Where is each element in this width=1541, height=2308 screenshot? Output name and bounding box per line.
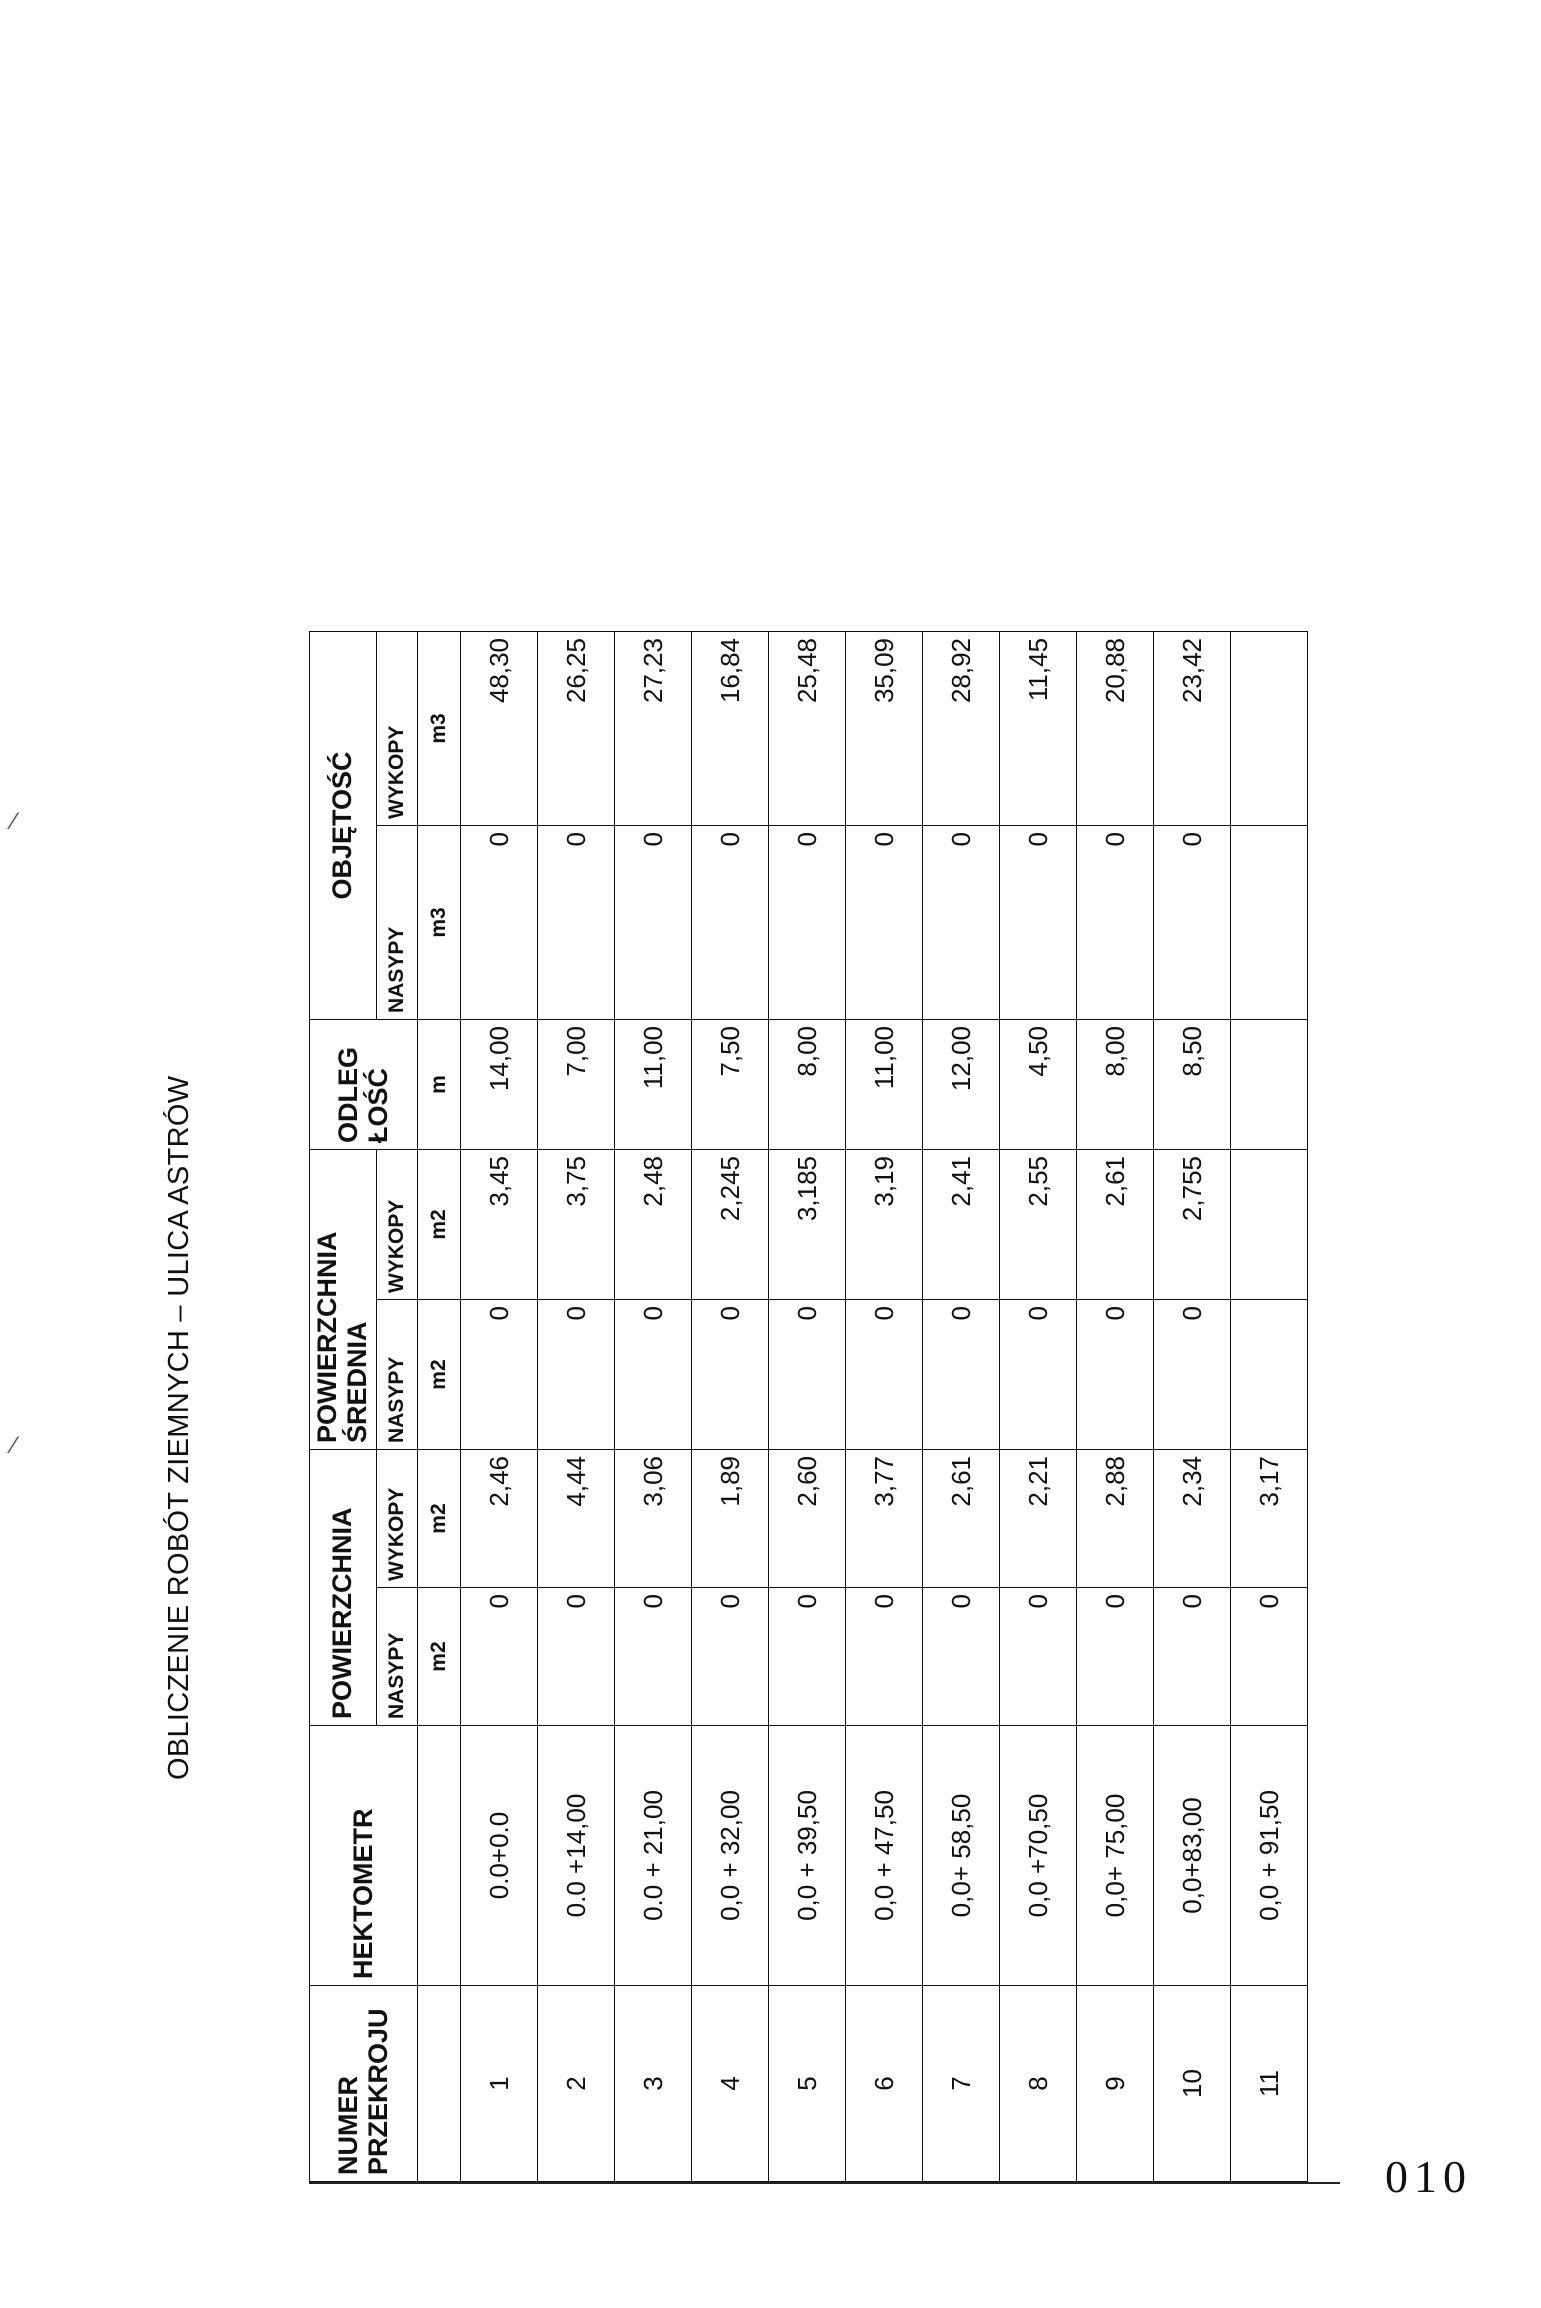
row-obj-wykopy: 28,92 <box>923 631 1000 825</box>
row-sr-nasypy: 0 <box>1000 1300 1077 1450</box>
row-sr-wykopy: 3,45 <box>461 1149 538 1299</box>
row-pow-wykopy: 2,88 <box>1077 1450 1154 1588</box>
page-number: 010 <box>1385 2151 1472 2202</box>
row-pow-wykopy: 2,21 <box>1000 1450 1077 1588</box>
row-hektometr: 0.0 +14,00 <box>538 1726 615 1986</box>
table-row <box>615 631 692 2181</box>
row-obj-wykopy: 35,09 <box>846 631 923 825</box>
row-sr-wykopy: 2,55 <box>1000 1149 1077 1299</box>
row-sr-nasypy: 0 <box>461 1300 538 1450</box>
row-obj-nasypy: 0 <box>615 825 692 1019</box>
row-obj-nasypy: 0 <box>692 825 769 1019</box>
row-sr-wykopy: 2,61 <box>1077 1149 1154 1299</box>
row-obj-nasypy: 0 <box>769 825 846 1019</box>
row-pow-nasypy: 0 <box>1000 1588 1077 1726</box>
row-hektometr: 0,0 + 32,00 <box>692 1726 769 1986</box>
row-pow-nasypy: 0 <box>1231 1588 1308 1726</box>
row-odleglosc: 12,00 <box>923 1019 1000 1149</box>
row-sr-nasypy: 0 <box>769 1300 846 1450</box>
table-row <box>1077 631 1154 2181</box>
row-pow-nasypy: 0 <box>692 1588 769 1726</box>
row-number: 6 <box>846 1986 923 2182</box>
row-hektometr: 0.0 + 21,00 <box>615 1726 692 1986</box>
header-hektometr: HEKTOMETR <box>310 1726 418 1986</box>
row-sr-nasypy: 0 <box>1077 1300 1154 1450</box>
table-row <box>769 631 846 2181</box>
bottom-rule <box>309 2182 1340 2184</box>
row-sr-nasypy: 0 <box>692 1300 769 1450</box>
subheader-wykopy: WYKOPY <box>377 1149 418 1299</box>
row-obj-wykopy: 27,23 <box>615 631 692 825</box>
row-pow-wykopy: 2,46 <box>461 1450 538 1588</box>
row-obj-nasypy: 0 <box>1077 825 1154 1019</box>
row-obj-wykopy: 11,45 <box>1000 631 1077 825</box>
row-hektometr: 0,0 +70,50 <box>1000 1726 1077 1986</box>
row-pow-wykopy: 3,17 <box>1231 1450 1308 1588</box>
unit-m2: m2 <box>418 1149 461 1299</box>
row-pow-wykopy: 2,61 <box>923 1450 1000 1588</box>
row-sr-wykopy <box>1231 1149 1308 1299</box>
table-row <box>1154 631 1231 2181</box>
subheader-nasypy: NASYPY <box>377 1300 418 1450</box>
row-number: 8 <box>1000 1986 1077 2182</box>
row-hektometr: 0,0+ 58,50 <box>923 1726 1000 1986</box>
row-obj-wykopy <box>1231 631 1308 825</box>
row-odleglosc: 7,00 <box>538 1019 615 1149</box>
table-row <box>846 631 923 2181</box>
header-numer: NUMER PRZEKROJU <box>310 1986 418 2182</box>
row-obj-wykopy: 26,25 <box>538 631 615 825</box>
row-odleglosc: 7,50 <box>692 1019 769 1149</box>
table-body <box>461 631 1308 2181</box>
header-powierzchnia-srednia: POWIERZCHNIA ŚREDNIA <box>310 1149 377 1449</box>
row-number: 7 <box>923 1986 1000 2182</box>
row-number: 1 <box>461 1986 538 2182</box>
page-title: OBLICZENIE ROBÓT ZIEMNYCH – ULICA ASTRÓW <box>163 1075 195 1780</box>
row-obj-wykopy: 20,88 <box>1077 631 1154 825</box>
subheader-wykopy: WYKOPY <box>377 631 418 825</box>
table-row <box>461 631 538 2181</box>
row-odleglosc <box>1231 1019 1308 1149</box>
row-number: 5 <box>769 1986 846 2182</box>
row-odleglosc: 8,00 <box>769 1019 846 1149</box>
unit-m3: m3 <box>418 825 461 1019</box>
header-objetosc: OBJĘTOŚĆ <box>310 631 377 1019</box>
row-pow-nasypy: 0 <box>846 1588 923 1726</box>
row-obj-wykopy: 23,42 <box>1154 631 1231 825</box>
unit-m: m <box>418 1019 461 1149</box>
table-row <box>1231 631 1308 2181</box>
row-sr-wykopy: 2,48 <box>615 1149 692 1299</box>
row-pow-nasypy: 0 <box>769 1588 846 1726</box>
table-row <box>538 631 615 2181</box>
row-odleglosc: 4,50 <box>1000 1019 1077 1149</box>
row-hektometr: 0.0+0.0 <box>461 1726 538 1986</box>
row-hektometr: 0,0+83,00 <box>1154 1726 1231 1986</box>
row-obj-wykopy: 25,48 <box>769 631 846 825</box>
row-pow-wykopy: 2,60 <box>769 1450 846 1588</box>
row-pow-nasypy: 0 <box>923 1588 1000 1726</box>
subheader-nasypy: NASYPY <box>377 825 418 1019</box>
row-sr-nasypy: 0 <box>538 1300 615 1450</box>
row-hektometr: 0,0 + 39,50 <box>769 1726 846 1986</box>
table-row <box>1000 631 1077 2181</box>
row-number: 10 <box>1154 1986 1231 2182</box>
row-sr-nasypy: 0 <box>846 1300 923 1450</box>
unit-cell <box>418 1726 461 1986</box>
unit-m3: m3 <box>418 631 461 825</box>
row-odleglosc: 11,00 <box>846 1019 923 1149</box>
row-sr-nasypy: 0 <box>923 1300 1000 1450</box>
row-obj-nasypy <box>1231 825 1308 1019</box>
row-obj-nasypy: 0 <box>923 825 1000 1019</box>
row-obj-wykopy: 48,30 <box>461 631 538 825</box>
earthworks-table <box>309 631 1308 2182</box>
row-odleglosc: 11,00 <box>615 1019 692 1149</box>
earthworks-table-frame <box>309 632 1308 2182</box>
row-pow-wykopy: 2,34 <box>1154 1450 1231 1588</box>
row-pow-nasypy: 0 <box>1154 1588 1231 1726</box>
row-sr-nasypy: 0 <box>615 1300 692 1450</box>
row-obj-nasypy: 0 <box>846 825 923 1019</box>
row-sr-nasypy <box>1231 1300 1308 1450</box>
row-sr-nasypy: 0 <box>1154 1300 1231 1450</box>
unit-cell <box>418 1986 461 2182</box>
row-pow-nasypy: 0 <box>538 1588 615 1726</box>
row-odleglosc: 8,50 <box>1154 1019 1231 1149</box>
subheader-wykopy: WYKOPY <box>377 1450 418 1588</box>
row-number: 3 <box>615 1986 692 2182</box>
row-obj-nasypy: 0 <box>1000 825 1077 1019</box>
row-number: 11 <box>1231 1986 1308 2182</box>
unit-m2: m2 <box>418 1300 461 1450</box>
unit-m2: m2 <box>418 1450 461 1588</box>
row-pow-nasypy: 0 <box>615 1588 692 1726</box>
row-hektometr: 0,0+ 75,00 <box>1077 1726 1154 1986</box>
row-odleglosc: 8,00 <box>1077 1019 1154 1149</box>
row-obj-nasypy: 0 <box>1154 825 1231 1019</box>
row-pow-wykopy: 1,89 <box>692 1450 769 1588</box>
header-powierzchnia: POWIERZCHNIA <box>310 1450 377 1726</box>
scan-mark: ⁄ <box>12 1432 17 1459</box>
row-hektometr: 0,0 + 91,50 <box>1231 1726 1308 1986</box>
row-sr-wykopy: 2,41 <box>923 1149 1000 1299</box>
row-pow-wykopy: 3,77 <box>846 1450 923 1588</box>
row-sr-wykopy: 3,19 <box>846 1149 923 1299</box>
row-pow-wykopy: 3,06 <box>615 1450 692 1588</box>
row-hektometr: 0,0 + 47,50 <box>846 1726 923 1986</box>
scan-mark: ⁄ <box>12 808 17 835</box>
unit-m2: m2 <box>418 1588 461 1726</box>
row-pow-wykopy: 4,44 <box>538 1450 615 1588</box>
subheader-nasypy: NASYPY <box>377 1588 418 1726</box>
table-row <box>692 631 769 2181</box>
row-sr-wykopy: 3,75 <box>538 1149 615 1299</box>
row-number: 9 <box>1077 1986 1154 2182</box>
row-pow-nasypy: 0 <box>1077 1588 1154 1726</box>
row-odleglosc: 14,00 <box>461 1019 538 1149</box>
row-sr-wykopy: 2,245 <box>692 1149 769 1299</box>
row-number: 2 <box>538 1986 615 2182</box>
header-odleglosc: ODLEG ŁOŚĆ <box>310 1019 418 1149</box>
row-sr-wykopy: 3,185 <box>769 1149 846 1299</box>
table-row <box>923 631 1000 2181</box>
row-obj-nasypy: 0 <box>538 825 615 1019</box>
row-obj-nasypy: 0 <box>461 825 538 1019</box>
row-sr-wykopy: 2,755 <box>1154 1149 1231 1299</box>
row-number: 4 <box>692 1986 769 2182</box>
row-pow-nasypy: 0 <box>461 1588 538 1726</box>
row-obj-wykopy: 16,84 <box>692 631 769 825</box>
